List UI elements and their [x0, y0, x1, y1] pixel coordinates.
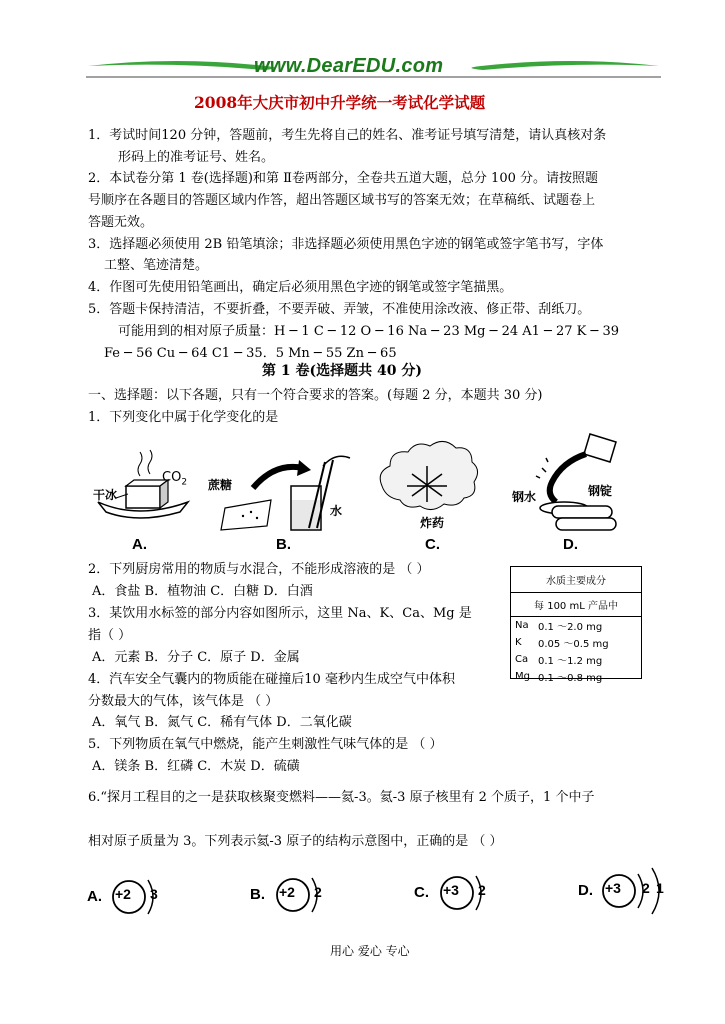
- atom-nucleus-d: +3: [605, 880, 621, 896]
- q1-option-d[interactable]: D.: [563, 536, 578, 553]
- instruction-line: 4．作图可先使用铅笔画出，确定后必须用黑色字迹的钢笔或签字笔描黑。: [88, 280, 513, 295]
- water-label-card: [510, 566, 642, 684]
- instruction-line: 形码上的准考证号、姓名。: [118, 150, 275, 165]
- instruction-line: 1．考试时间120 分钟，答题前，考生先将自己的姓名、准考证号填写清楚，请认真核对条: [88, 128, 607, 143]
- q6-option-a[interactable]: A.: [87, 888, 102, 905]
- molten-steel-label: 钢水: [512, 490, 537, 504]
- sugar-water-figure: [205, 448, 355, 538]
- atomic-mass-line: Fe ─ 56 Cu ─ 64 C1 ─ 35．5 Mn ─ 55 Zn ─ 65: [104, 346, 397, 361]
- instruction-line: 工整、笔迹清楚。: [104, 258, 209, 273]
- value-cell: 0.1 ～1.2 mg: [537, 656, 603, 667]
- question-5-stem: 5．下列物质在氧气中燃烧，能产生刺激性气味气体的是 （ ）: [88, 737, 443, 752]
- atomic-mass-line: 可能用到的相对原子质量：H ─ 1 C ─ 12 O ─ 16 Na ─ 23 Mg ─ 24 A1 ─ 27 K ─ 39: [118, 324, 620, 339]
- atom-shell-c: 2: [478, 882, 486, 898]
- question-3-stem: 3．某饮用水标签的部分内容如图所示，这里 Na、K、Ca、Mg 是: [88, 606, 472, 621]
- q1-option-c[interactable]: C.: [425, 536, 440, 553]
- section-heading: 第 1 卷(选择题共 40 分): [262, 363, 422, 379]
- element-cell: Na: [515, 620, 529, 631]
- instruction-line: 3．选择题必须使用 2B 铅笔填涂；非选择题必须使用黑色字迹的钢笔或签字笔书写，字体: [88, 237, 604, 252]
- co2-label: $CO_2$: [162, 470, 188, 488]
- element-cell: Mg: [515, 671, 530, 682]
- question-6-stem: 6.“探月工程目的之一是获取核聚变燃料——氦-3。氦-3 原子核里有 2 个质子，1 个中子: [88, 790, 595, 805]
- exam-title: 2008年大庆市初中升学统一考试化学试题: [194, 93, 486, 112]
- explosion-figure: [372, 436, 482, 526]
- element-cell: K: [515, 637, 522, 648]
- part-intro: 一、选择题：以下各题，只有一个符合要求的答案。(每题 2 分，本题共 30 分): [88, 388, 543, 403]
- table-row: [511, 668, 613, 685]
- question-2-options[interactable]: A．食盐 B．植物油 C．白糖 D．白酒: [92, 584, 313, 599]
- instruction-line: 5．答题卡保持清洁，不要折叠，不要弄破、弄皱，不准使用涂改液、修正带、刮纸刀。: [88, 302, 591, 317]
- q6-option-b[interactable]: B.: [250, 886, 265, 903]
- question-4-stem: 分数最大的气体，该气体是 （ ）: [88, 694, 279, 709]
- water-label-table: [511, 617, 613, 685]
- table-row: [511, 617, 613, 634]
- instruction-line: 2．本试卷分第 1 卷(选择题)和第 Ⅱ卷两部分，全卷共五道大题，总分 100 分。请按照题: [88, 171, 598, 186]
- value-cell: 0.05 ～0.5 mg: [537, 639, 609, 650]
- q1-option-b[interactable]: B.: [276, 536, 291, 553]
- water-label-subtitle: 每 100 mL 产品中: [534, 601, 618, 612]
- table-row: [511, 634, 613, 651]
- question-5-options[interactable]: A．镁条 B．红磷 C．木炭 D．硫磺: [92, 759, 300, 774]
- atom-shell-d-outer: 1: [656, 880, 664, 896]
- explosive-label: 炸药: [420, 516, 445, 530]
- atom-shell-a: 3: [150, 886, 158, 902]
- instruction-line: 号顺序在各题目的答题区域内作答，超出答题区域书写的答案无效；在草稿纸、试题卷上: [88, 193, 596, 208]
- water-label-title: 水质主要成分: [546, 576, 606, 587]
- right-swoosh: [471, 61, 659, 70]
- atom-nucleus-c: +3: [443, 882, 459, 898]
- q1-option-a[interactable]: A.: [132, 536, 147, 553]
- dry-ice-label: 干冰: [93, 488, 118, 502]
- question-3-options[interactable]: A．元素 B．分子 C．原子 D．金属: [92, 650, 300, 665]
- question-4-stem: 4．汽车安全气囊内的物质能在碰撞后10 毫秒内生成空气中体积: [88, 672, 455, 687]
- atom-nucleus-b: +2: [279, 884, 295, 900]
- page-footer: 用心 爱心 专心: [330, 944, 410, 958]
- instruction-line: 答题无效。: [88, 215, 154, 230]
- question-4-options[interactable]: A．氧气 B．氮气 C．稀有气体 D．二氧化碳: [92, 715, 352, 730]
- q6-option-c[interactable]: C.: [414, 884, 429, 901]
- sugar-label: 蔗糖: [208, 478, 233, 492]
- table-row: [511, 651, 613, 668]
- question-6-stem: 相对原子质量为 3。下列表示氦-3 原子的结构示意图中，正确的是 （ ）: [88, 834, 503, 849]
- question-1-stem: 1．下列变化中属于化学变化的是: [88, 410, 279, 425]
- atom-shell-b: 2: [314, 884, 322, 900]
- atom-nucleus-a: +2: [115, 886, 131, 902]
- element-cell: Ca: [515, 654, 529, 665]
- steel-ingot-label: 钢锭: [588, 484, 613, 498]
- water-label: 水: [330, 504, 343, 518]
- value-cell: 0.1 ～0.8 mg: [537, 673, 603, 684]
- atom-shell-d-inner: 2: [642, 880, 650, 896]
- q6-option-d[interactable]: D.: [578, 882, 593, 899]
- question-3-stem: 指（ ）: [88, 628, 132, 643]
- site-logo[interactable]: www.DearEDU.com: [254, 55, 444, 77]
- question-2-stem: 2．下列厨房常用的物质与水混合，不能形成溶液的是 （ ）: [88, 562, 430, 577]
- value-cell: 0.1 ～2.0 mg: [537, 622, 603, 633]
- left-swoosh: [88, 61, 276, 70]
